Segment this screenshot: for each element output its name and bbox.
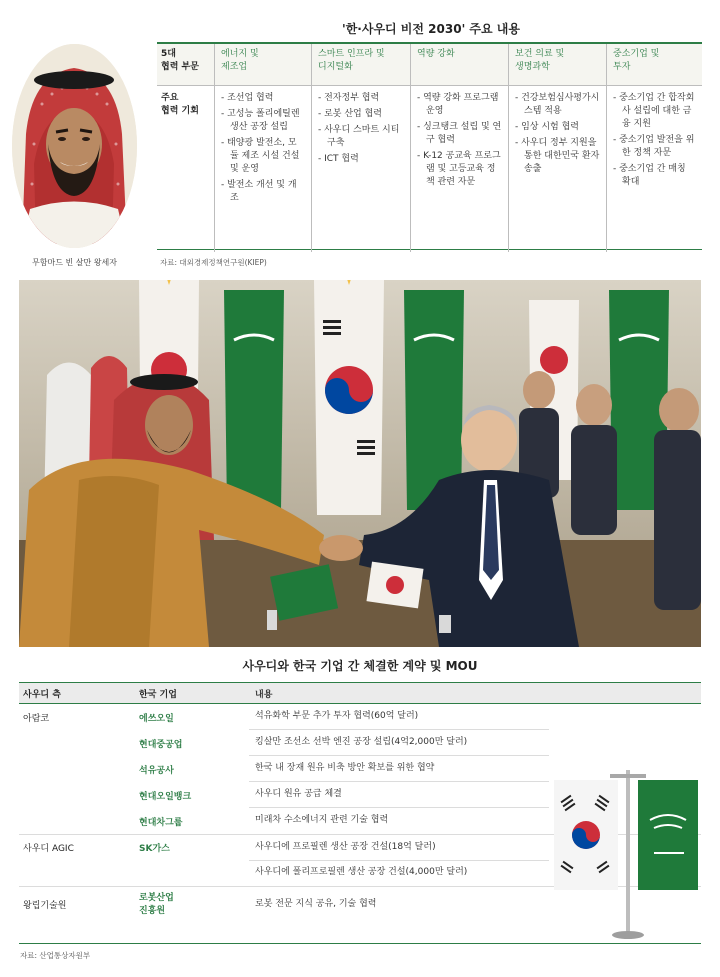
opportunity-item: - 중소기업 간 합작회사 설립에 대한 금융 지원 [613, 92, 696, 131]
deals-table-header [19, 682, 701, 704]
deal-content: 사우디에 폴리프로필렌 생산 공장 건설(4,000만 달러) [255, 867, 468, 877]
opportunity-list [606, 86, 702, 252]
korean-company: 현대오일뱅크 [139, 791, 192, 802]
korean-company: 로봇산업 진흥원 [139, 893, 174, 916]
korean-company: 에쓰오일 [139, 713, 174, 724]
table-bottom-rule [19, 943, 701, 944]
saudi-flag-icon [638, 780, 698, 890]
crown-prince-portrait [12, 44, 137, 248]
korea-flag-icon [554, 780, 618, 890]
vision-2030-table [157, 42, 702, 250]
row-header-opportunities: 주요 협력 기회 [161, 93, 199, 117]
handshake [319, 535, 363, 561]
sector-header: 중소기업 및 투자 [606, 44, 702, 86]
handshake-scene [19, 280, 701, 647]
opportunity-item: - 중소기업 발전을 위한 정책 자문 [613, 134, 696, 160]
korean-company: 현대차그룹 [139, 817, 183, 828]
opportunity-item: - 역량 강화 프로그램 운영 [417, 92, 502, 118]
table-row [19, 730, 701, 756]
opportunity-item: - 조선업 협력 [221, 92, 305, 105]
saudi-party: 사우디 AGIC [23, 844, 74, 854]
opportunity-item: - ICT 협력 [318, 153, 404, 166]
deal-content: 미래차 수소에너지 관련 기술 협력 [255, 815, 389, 825]
opportunity-item: - 임상 시험 협력 [515, 121, 600, 134]
deals-table-title: 사우디와 한국 기업 간 체결한 계약 및 MOU [242, 659, 478, 673]
vision-source: 자료: 대외경제정책연구원(KIEP) [160, 258, 267, 267]
deal-content: 사우디에 프로필렌 생산 공장 건설(18억 달러) [249, 835, 549, 861]
portrait-caption: 무함마드 빈 살만 왕세자 [32, 258, 117, 267]
opportunity-item: - 로봇 산업 협력 [318, 108, 404, 121]
opportunity-item: - 중소기업 간 매칭 확대 [613, 163, 696, 189]
opportunity-list [508, 86, 606, 252]
opportunity-list [410, 86, 508, 252]
deal-content: 사우디 원유 공급 체결 [249, 782, 549, 808]
row-header-sectors: 5대 협력 부문 [157, 44, 214, 86]
opportunity-item: - 전자정부 협력 [318, 92, 404, 105]
saudi-party: 왕립기술원 [23, 901, 67, 911]
opportunity-item: - 태양광 발전소, 모듈 제조 시설 건설 및 운영 [221, 137, 305, 176]
opportunity-item: - 사우디 스마트 시티 구축 [318, 124, 404, 150]
korean-company: SK가스 [139, 844, 170, 854]
sector-header: 역량 강화 [410, 44, 508, 86]
handshake-photo [19, 280, 701, 647]
header-korean-company: 한국 기업 [139, 689, 177, 700]
header-saudi-side: 사우디 측 [23, 689, 61, 700]
table-row [19, 704, 701, 730]
opportunity-item: - 싱크탱크 설립 및 연구 협력 [417, 121, 502, 147]
opportunity-item: - 발전소 개선 및 개조 [221, 179, 305, 205]
deal-content: 한국 내 장재 원유 비축 방안 확보를 위한 협약 [249, 756, 549, 782]
opportunity-item: - K-12 공교육 프로그램 및 고등교육 정책 관련 자문 [417, 150, 502, 189]
vision-table-title: '한·사우디 비전 2030' 주요 내용 [342, 22, 520, 36]
opportunity-list [311, 86, 410, 252]
deal-content: 석유화학 부문 추가 투자 협력(60억 달러) [249, 704, 549, 730]
sector-header: 에너지 및 제조업 [214, 44, 311, 86]
flag-pole-graphic [550, 770, 700, 940]
portrait-image [12, 44, 137, 248]
flags-illustration [550, 770, 700, 940]
header-content: 내용 [255, 689, 273, 700]
opportunity-item: - 고성능 폴리에틸렌 생산 공장 설립 [221, 108, 305, 134]
sector-header: 보건 의료 및 생명과학 [508, 44, 606, 86]
sector-header: 스마트 인프라 및 디지털화 [311, 44, 410, 86]
saudi-party: 아람코 [23, 713, 50, 724]
opportunity-list [214, 86, 311, 252]
deals-source: 자료: 산업통상자원부 [20, 951, 91, 960]
deal-content: 킹살만 조선소 선박 엔진 공장 설립(4억2,000만 달러) [249, 730, 549, 756]
korean-company: 석유공사 [139, 765, 174, 776]
korean-company: 현대중공업 [139, 739, 183, 750]
opportunity-item: - 사우디 정부 지원을 통한 대한민국 환자 송출 [515, 137, 600, 176]
opportunity-item: - 건강보험심사평가시스템 적용 [515, 92, 600, 118]
deal-content: 로봇 전문 지식 공유, 기술 협력 [255, 898, 377, 909]
